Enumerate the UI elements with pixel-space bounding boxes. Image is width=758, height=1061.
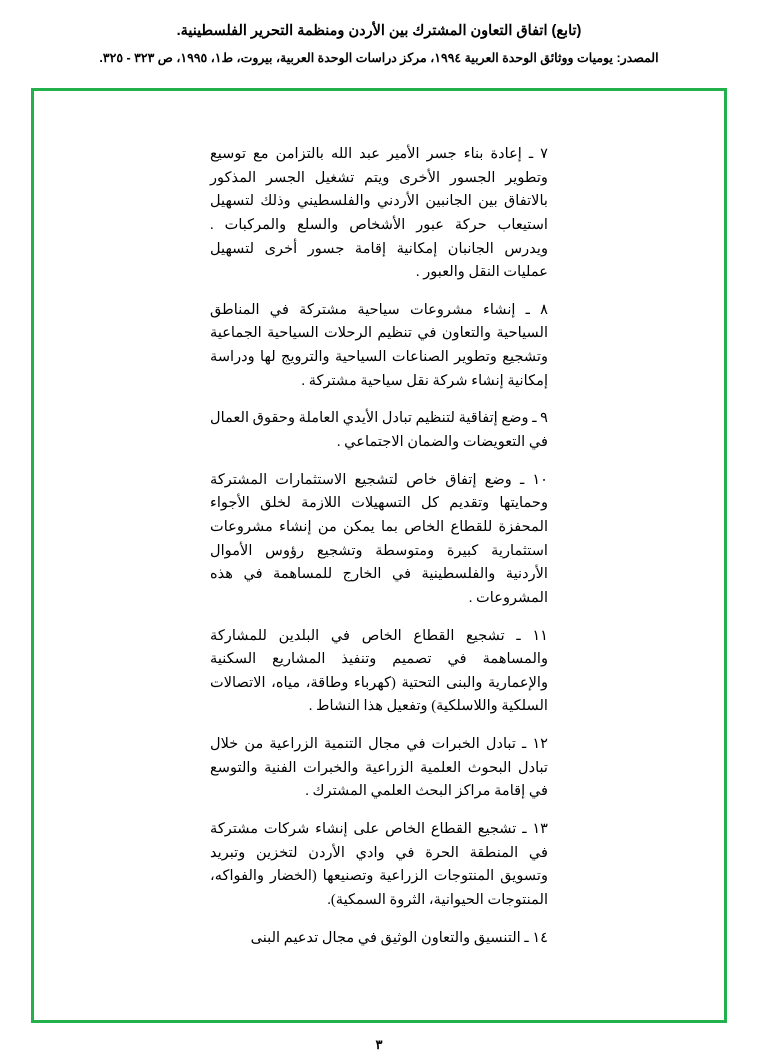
content-frame xyxy=(31,88,727,1023)
clause-paragraph-10: ١٠ ـ وضع إتفاق خاص لتشجيع الاستثمارات المشتركة وحمايتها وتقديم كل التسهيلات اللازمة لخلق الأجواء المحفزة للقطاع الخاص بما يمكن من إنشاء مشروعات استثمارية كبيرة ومتوسطة وتشجيع رؤوس الأموال الأردنية والفلسطينية في الخارج للمساهمة في هذه المشروعات . xyxy=(210,471,548,606)
page-title: (تابع) اتفاق التعاون المشترك بين الأردن ومنظمة التحرير الفلسطينية. xyxy=(176,23,582,39)
clause-paragraph-7: ٧ ـ إعادة بناء جسر الأمير عبد الله بالتزامن مع توسيع وتطوير الجسور الأخرى ويتم تشغيل الجسر المذكور بالاتفاق بين الجانبين الأردني والفلسطيني وذلك لتسهيل استيعاب حركة عبور الأشخاص والسلع والمركبات . ويدرس الجانبان إمكانية إقامة جسور أخرى لتسهيل عمليات النقل والعبور . xyxy=(210,146,548,281)
clause-paragraph-8: ٨ ـ إنشاء مشروعات سياحية مشتركة في المناطق السياحية والتعاون في تنظيم الرحلات السياحية الجماعية وتشجيع وتطوير الصناعات السياحية والترويج لها ودراسة إمكانية إنشاء شركة نقل سياحية مشتركة . xyxy=(210,301,548,389)
clause-paragraph-13: ١٣ ـ تشجيع القطاع الخاص على إنشاء شركات مشتركة في المنطقة الحرة في وادي الأردن لتخزين وتبريد وتسويق المنتوجات الزراعية وتصنيعها (الخضار والفواكه، المنتوجات الحيوانية، الثروة السمكية). xyxy=(210,821,548,908)
clause-paragraph-9: ٩ ـ وضع إتفاقية لتنظيم تبادل الأيدي العاملة وحقوق العمال في التعويضات والضمان الاجتماعي . xyxy=(210,410,548,451)
clause-paragraph-11: ١١ ـ تشجيع القطاع الخاص في البلدين للمشاركة والمساهمة في تصميم وتنفيذ المشاريع السكنية والإعمارية والبنى التحتية (كهرباء وطاقة، مياه، الاتصالات السلكية واللاسلكية) وتفعيل هذا النشاط . xyxy=(210,627,548,715)
clause-paragraph-12: ١٢ ـ تبادل الخبرات في مجال التنمية الزراعية من خلال تبادل البحوث العلمية الزراعية والخبرات الفنية والتوسع في إقامة مراكز البحث العلمي المشترك . xyxy=(210,736,548,800)
clause-paragraph-14: ١٤ ـ التنسيق والتعاون الوثيق في مجال تدعيم البنى xyxy=(250,929,548,946)
source-citation: المصدر: يوميات ووثائق الوحدة العربية ١٩٩٤، مركز دراسات الوحدة العربية، بيروت، ط١، ١٩٩٥، ص ٣٢٣ - ٣٢٥. xyxy=(99,51,659,66)
document-body xyxy=(210,143,548,950)
page-number: ٣ xyxy=(375,1037,383,1052)
